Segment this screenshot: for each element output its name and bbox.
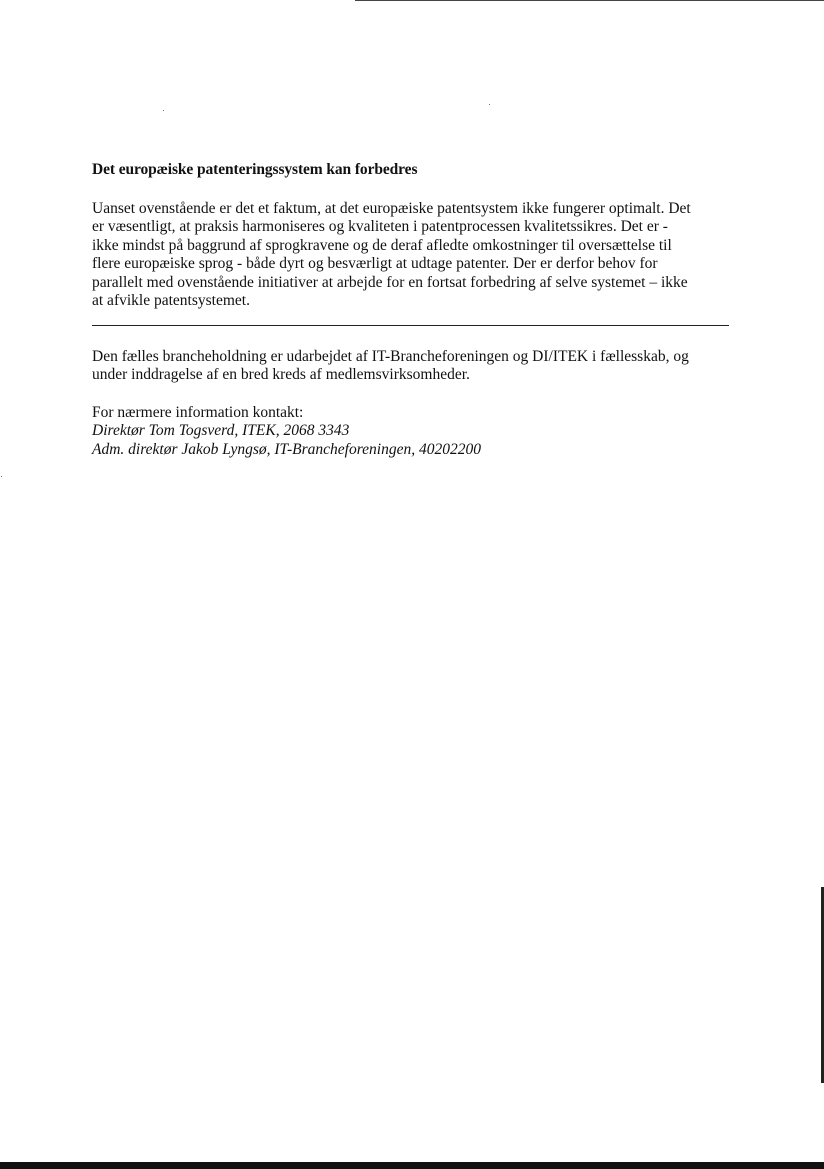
scan-edge-bottom	[0, 1162, 824, 1169]
paragraph-line: flere europæiske sprog - både dyrt og besværligt at udtage patenter. Der er derfor behov for	[92, 255, 658, 273]
horizontal-divider	[92, 325, 729, 326]
paragraph-line: Uanset ovenstående er det et faktum, at det europæiske patentsystem ikke fungerer optimalt. Det	[92, 200, 691, 217]
scan-speck	[163, 110, 164, 111]
paragraph-line: er væsentligt, at praksis harmoniseres og kvaliteten i patentprocessen kvalitetssikres. Det er -	[92, 218, 668, 236]
scan-speck	[1, 476, 2, 477]
intro-paragraph	[92, 200, 691, 310]
contact-intro: For nærmere information kontakt:	[92, 404, 304, 421]
section-heading: Det europæiske patenteringssystem kan forbedres	[92, 161, 418, 178]
paragraph-line: ikke mindst på baggrund af sprogkravene og de deraf afledte omkostninger til oversættelse til	[92, 236, 672, 254]
paragraph-line: parallelt med ovenstående initiativer at arbejde for en fortsat forbedring af selve systemet – ikke	[92, 273, 688, 291]
contact-person-2: Adm. direktør Jakob Lyngsø, IT-Brancheforeningen, 40202200	[92, 440, 481, 458]
paragraph-line: under inddragelse af en bred kreds af medlemsvirksomheder.	[92, 366, 470, 384]
contact-block	[92, 404, 481, 459]
contact-person-1: Direktør Tom Togsverd, ITEK, 2068 3343	[92, 422, 350, 440]
scan-edge-top	[355, 0, 824, 1]
scan-speck	[489, 104, 490, 105]
paragraph-line: Den fælles brancheholdning er udarbejdet af IT-Brancheforeningen og DI/ITEK i fællesskab, og	[92, 348, 689, 365]
joint-statement-paragraph	[92, 348, 689, 385]
paragraph-line: at afvikle patentsystemet.	[92, 292, 250, 310]
